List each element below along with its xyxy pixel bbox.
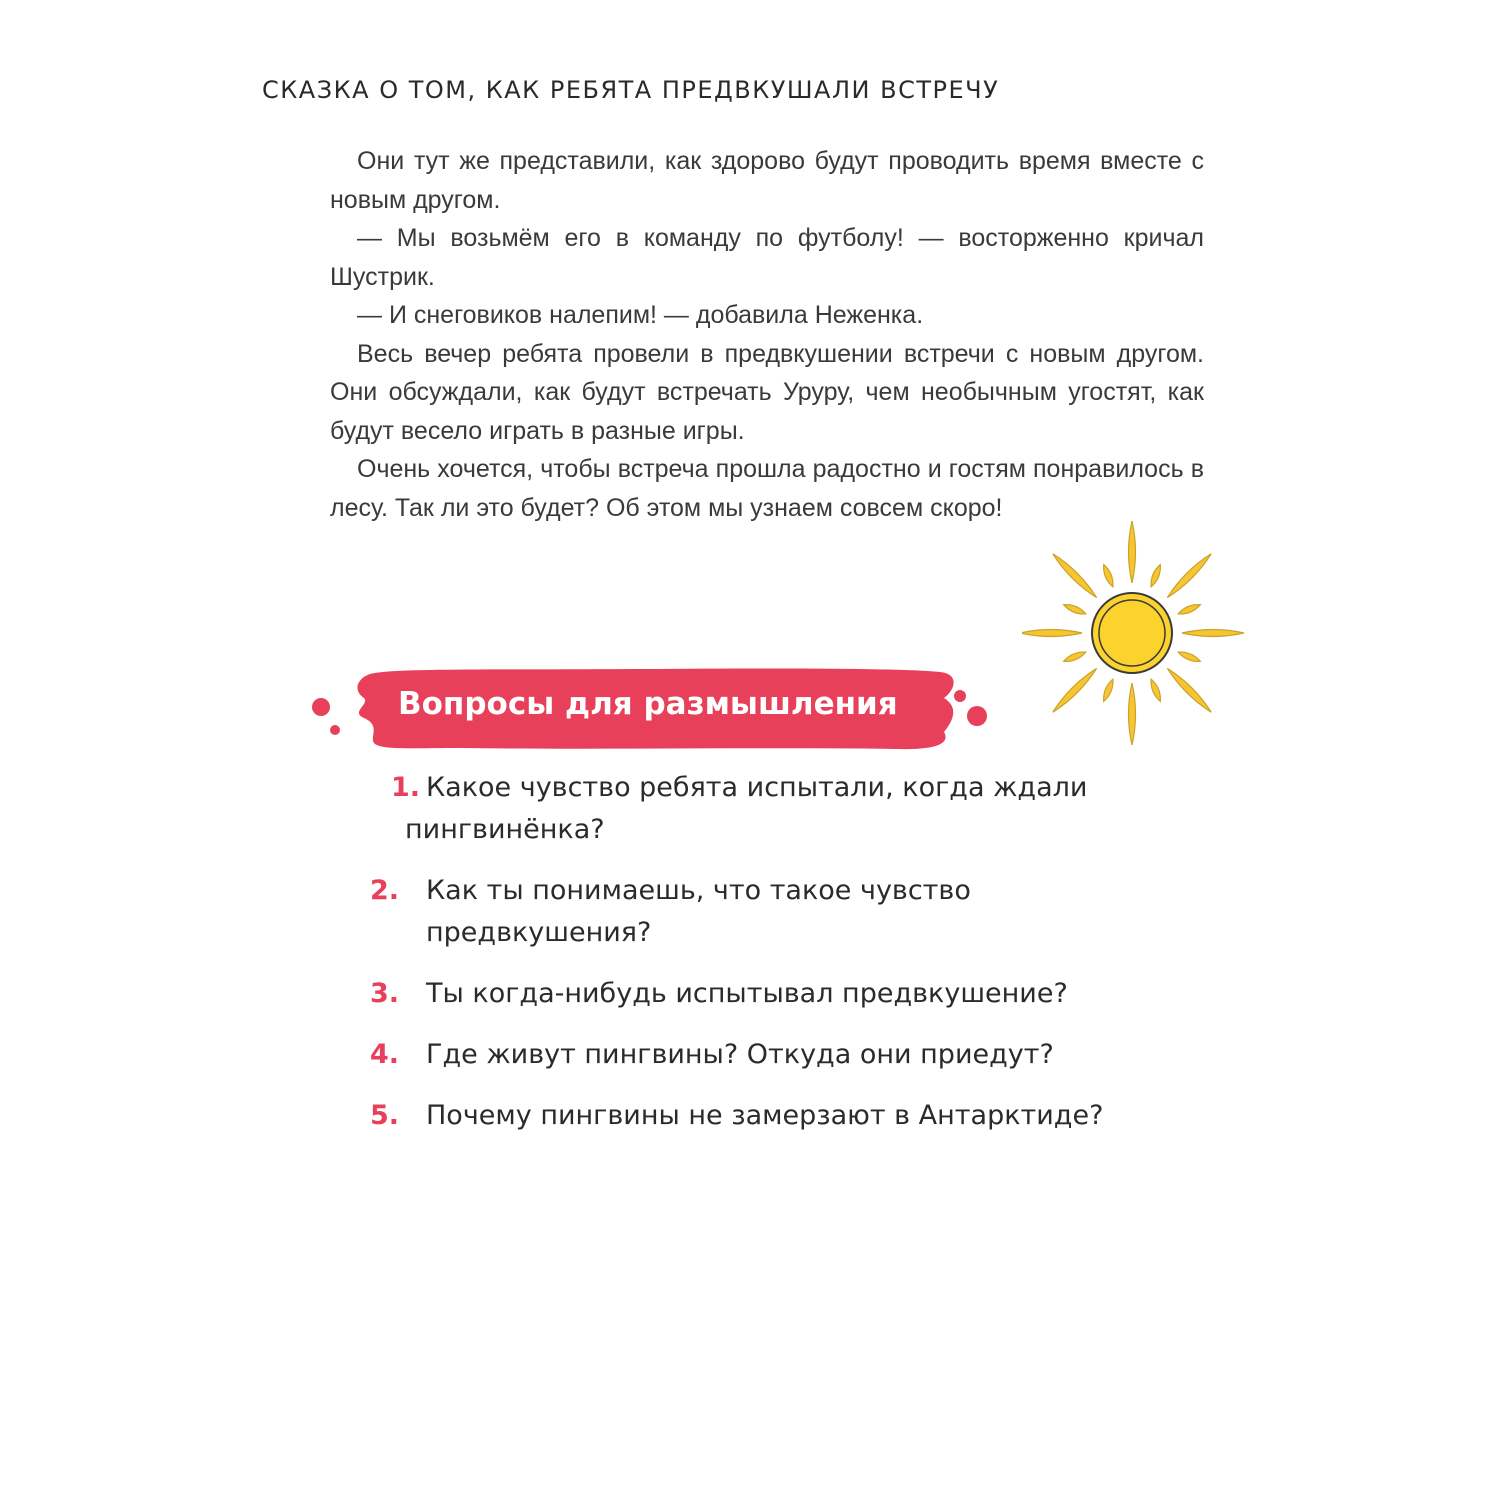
question-number: 5. bbox=[370, 1100, 400, 1131]
story-paragraph: Весь вечер ребята провели в предвкушении встречи с новым другом. Они обсуждали, как будут встречать Уруру, чем необычным угостят, как будут весело играть в разные игры. bbox=[330, 339, 1204, 445]
questions-list bbox=[370, 767, 1130, 1156]
sun-ray bbox=[1178, 652, 1200, 661]
sun-ray bbox=[1022, 630, 1082, 637]
sun-ray bbox=[1104, 565, 1113, 587]
question-text: Как ты понимаешь, что такое чувство предвкушения? bbox=[426, 875, 971, 948]
question-number: 2. bbox=[370, 875, 400, 906]
story-paragraph: Они тут же представили, как здорово будут проводить время вместе с новым другом. bbox=[330, 147, 1204, 214]
question-number: 3. bbox=[370, 978, 400, 1009]
section-title: Вопросы для размышления bbox=[398, 686, 898, 722]
list-item bbox=[370, 1095, 1130, 1137]
question-number: 4. bbox=[370, 1039, 400, 1070]
sun-ray bbox=[1053, 554, 1097, 598]
question-text: Где живут пингвины? Откуда они приедут? bbox=[426, 1039, 1054, 1070]
sun-ray bbox=[1182, 630, 1244, 637]
list-item bbox=[370, 1034, 1130, 1076]
story-paragraph: Очень хочется, чтобы встреча прошла радостно и гостям понравилось в лесу. Так ли это будет? Об этом мы узнаем совсем скоро! bbox=[330, 455, 1204, 522]
sun-ray bbox=[1167, 668, 1211, 712]
story-paragraph: — И снеговиков налепим! — добавила Неженка. bbox=[357, 301, 924, 329]
sun-ray bbox=[1129, 683, 1136, 745]
decor-dot bbox=[967, 706, 987, 726]
story-text bbox=[330, 142, 1204, 527]
sun-ray bbox=[1064, 605, 1086, 614]
running-header: СКАЗКА О ТОМ, КАК РЕБЯТА ПРЕДВКУШАЛИ ВСТРЕЧУ bbox=[262, 76, 1000, 104]
decor-dot bbox=[312, 698, 330, 716]
question-number: 1. bbox=[391, 772, 421, 803]
sun-ray bbox=[1151, 565, 1160, 587]
sun-ray bbox=[1167, 554, 1211, 598]
sun-ray bbox=[1064, 652, 1086, 661]
list-item bbox=[370, 973, 1130, 1015]
question-text: Ты когда-нибудь испытывал предвкушение? bbox=[426, 978, 1068, 1009]
list-item bbox=[370, 870, 1130, 954]
decor-dot bbox=[330, 725, 340, 735]
question-text: Почему пингвины не замерзают в Антарктиде? bbox=[426, 1100, 1104, 1131]
sun-ray bbox=[1151, 679, 1160, 701]
story-paragraph: — Мы возьмём его в команду по футболу! — восторженно кричал Шустрик. bbox=[330, 224, 1204, 291]
section-banner bbox=[300, 660, 1000, 760]
sun-ray bbox=[1053, 668, 1097, 712]
decor-dot bbox=[954, 690, 966, 702]
list-item bbox=[370, 767, 1130, 851]
sun-icon bbox=[1022, 514, 1246, 748]
question-text: Какое чувство ребята испытали, когда ждали пингвинёнка? bbox=[405, 772, 1088, 845]
sun-ray bbox=[1104, 679, 1113, 701]
sun-ray bbox=[1178, 605, 1200, 614]
sun-ray bbox=[1129, 521, 1136, 583]
